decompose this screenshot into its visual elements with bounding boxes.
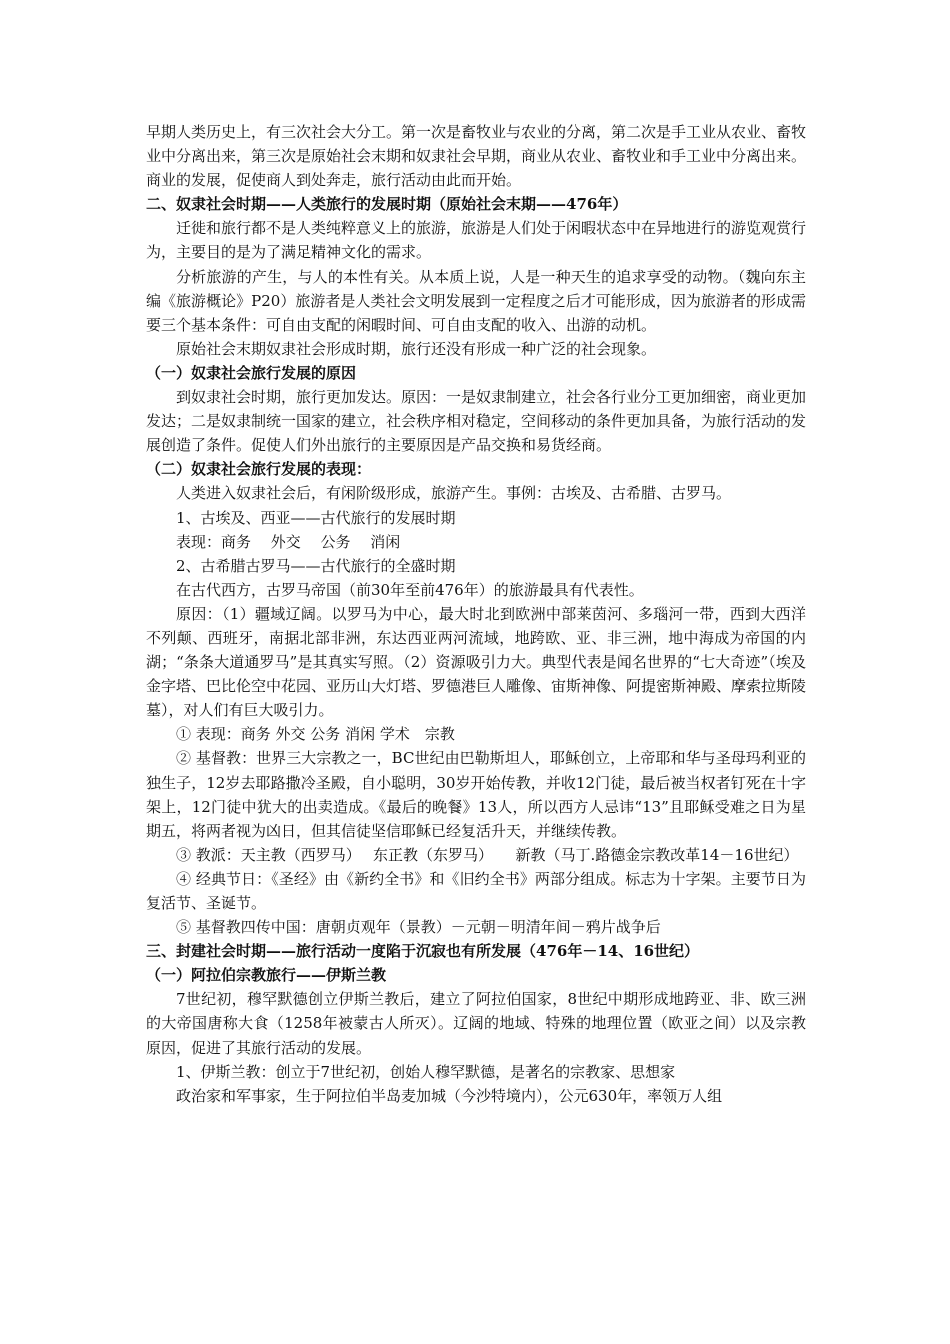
section-heading: 二、奴隶社会时期——人类旅行的发展时期（原始社会末期——476年） bbox=[146, 195, 628, 214]
paragraph: ④ 经典节日：《圣经》由《新约全书》和《旧约全书》两部分组成。标志为十字架。主要节日为复活节、圣诞节。 bbox=[146, 869, 806, 912]
paragraph: 1、古埃及、西亚——古代旅行的发展时期 bbox=[176, 508, 456, 527]
paragraph: 到奴隶社会时期，旅行更加发达。原因：一是奴隶制建立，社会各行业分工更加细密，商业更加发达；二是奴隶制统一国家的建立，社会秩序相对稳定，空间移动的条件更加具备，为旅行活动的发展创造了条件。促使人们外出旅行的主要原因是产品交换和易货经商。 bbox=[146, 388, 807, 455]
paragraph: 早期人类历史上，有三次社会大分工。第一次是畜牧业与农业的分离，第二次是手工业从农业、畜牧业中分离出来，第三次是原始社会末期和奴隶社会早期，商业从农业、畜牧业和手工业中分离出来。商业的发展，促使商人到处奔走，旅行活动由此而开始。 bbox=[146, 123, 807, 190]
paragraph: 迁徙和旅行都不是人类纯粹意义上的旅游，旅游是人们处于闲暇状态中在异地进行的游览观赏行为，主要目的是为了满足精神文化的需求。 bbox=[146, 219, 807, 262]
paragraph: ① 表现：商务 外交 公务 消闲 学术 宗教 bbox=[176, 725, 455, 744]
paragraph: 1、伊斯兰教：创立于7世纪初，创始人穆罕默德，是著名的宗教家、思想家 bbox=[176, 1062, 676, 1081]
paragraph: 人类进入奴隶社会后，有闲阶级形成，旅游产生。事例：古埃及、古希腊、古罗马。 bbox=[176, 484, 732, 503]
paragraph: 分析旅游的产生，与人的本性有关。从本质上说，人是一种天生的追求享受的动物。（魏向东主编《旅游概论》P20）旅游者是人类社会文明发展到一定程度之后才可能形成，因为旅游者的形成需要三个基本条件：可自由支配的闲暇时间、可自由支配的收入、出游的动机。 bbox=[146, 267, 806, 334]
subsection-heading: （一）奴隶社会旅行发展的原因 bbox=[146, 363, 357, 382]
paragraph: ⑤ 基督教四传中国：唐朝贞观年（景教）－元朝－明清年间－鸦片战争后 bbox=[176, 918, 661, 937]
paragraph: 原始社会末期奴隶社会形成时期，旅行还没有形成一种广泛的社会现象。 bbox=[176, 339, 657, 358]
section-heading: 三、封建社会时期——旅行活动一度陷于沉寂也有所发展（476年－14、16世纪） bbox=[146, 942, 700, 961]
paragraph: 2、古希腊古罗马——古代旅行的全盛时期 bbox=[176, 556, 456, 575]
paragraph: 7世纪初，穆罕默德创立伊斯兰教后，建立了阿拉伯国家，8世纪中期形成地跨亚、非、欧三洲的大帝国唐称大食（1258年被蒙古人所灭）。辽阔的地域、特殊的地理位置（欧亚之间）以及宗教原因，促进了其旅行活动的发展。 bbox=[146, 990, 806, 1057]
paragraph: 表现：商务 外交 公务 消闲 bbox=[176, 532, 401, 551]
paragraph: ② 基督教：世界三大宗教之一，BC世纪由巴勒斯坦人，耶稣创立，上帝耶和华与圣母玛利亚的独生子，12岁去耶路撒冷圣殿，自小聪明，30岁开始传教，并收12门徒，最后被当权者钉死在十字架上，12门徒中犹大的出卖造成。《最后的晚餐》13人，所以西方人忌讳“13”且耶稣受难之日为星期五，将两者视为凶日，但其信徒坚信耶稣已经复活升天，并继续传教。 bbox=[146, 749, 806, 840]
document-body bbox=[146, 120, 806, 1108]
paragraph: 在古代西方，古罗马帝国（前30年至前476年）的旅游最具有代表性。 bbox=[176, 580, 644, 599]
paragraph: 原因：（1）疆域辽阔。以罗马为中心，最大时北到欧洲中部莱茵河、多瑙河一带，西到大西洋不列颠、西班牙，南据北部非洲，东达西亚两河流域，地跨欧、亚、非三洲，地中海成为帝国的内湖；“条条大道通罗马”是其真实写照。（2）资源吸引力大。典型代表是闻名世界的“七大奇迹”（埃及金字塔、巴比伦空中花园、亚历山大灯塔、罗德港巨人雕像、宙斯神像、阿提密斯神殿、摩索拉斯陵墓），对人们有巨大吸引力。 bbox=[146, 604, 807, 720]
paragraph: 政治家和军事家，生于阿拉伯半岛麦加城（今沙特境内），公元630年，率领万人组 bbox=[176, 1086, 723, 1105]
subsection-heading: （二）奴隶社会旅行发展的表现： bbox=[146, 460, 372, 479]
paragraph: ③ 教派：天主教（西罗马） 东正教（东罗马） 新教（马丁.路德金宗教改革14－16世纪） bbox=[176, 845, 799, 864]
subsection-heading: （一）阿拉伯宗教旅行——伊斯兰教 bbox=[146, 966, 387, 985]
